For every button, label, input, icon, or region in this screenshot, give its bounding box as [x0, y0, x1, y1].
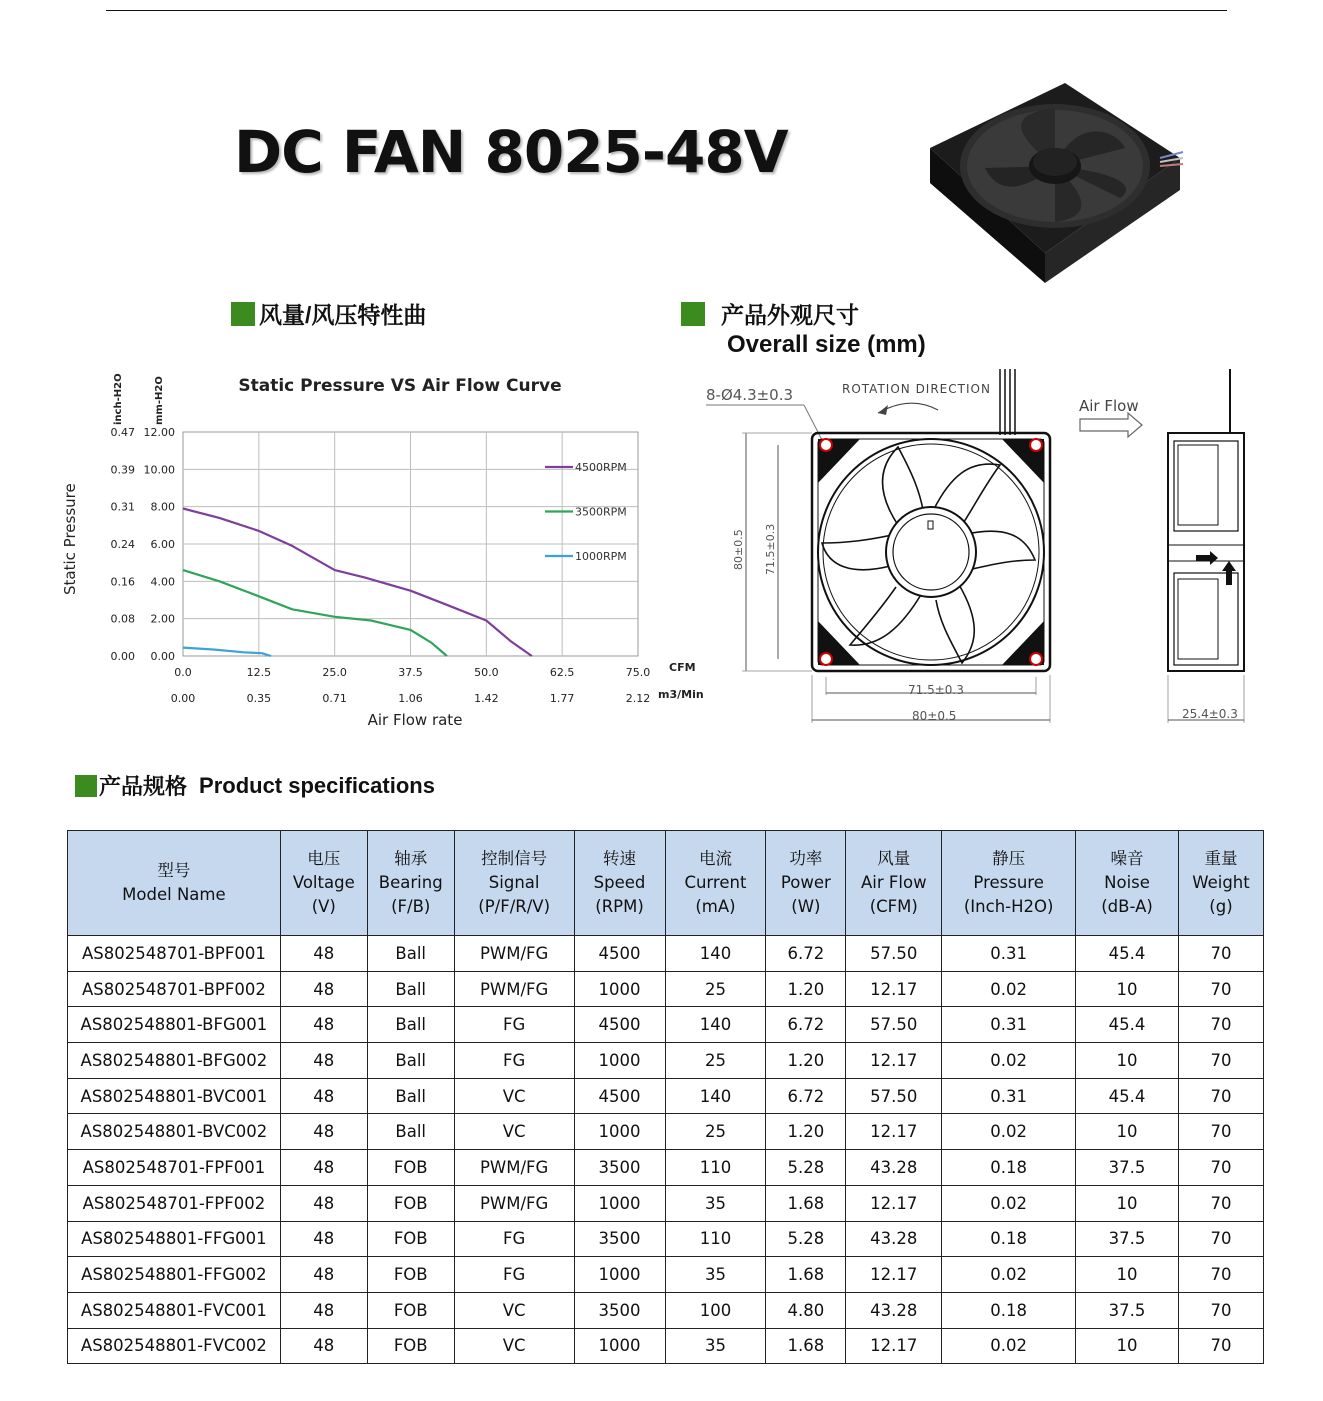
table-cell: 1000 — [574, 971, 665, 1007]
fan-product-image — [925, 78, 1185, 288]
table-cell: 140 — [665, 1078, 766, 1114]
dim-715-horizontal: 71.5±0.3 — [908, 683, 964, 697]
table-row — [68, 1150, 1264, 1186]
table-cell: 10 — [1076, 1328, 1179, 1364]
x-unit-secondary: m3/Min — [658, 688, 704, 701]
table-cell: 1.68 — [766, 1257, 846, 1293]
size-subheading: Overall size (mm) — [727, 331, 926, 358]
header-line: Bearing — [378, 873, 443, 892]
table-row — [68, 1043, 1264, 1079]
header-line: Current — [684, 873, 747, 892]
table-header-cell — [574, 831, 665, 936]
hole-spec-label: 8-Ø4.3±0.3 — [706, 386, 794, 404]
table-cell: FOB — [367, 1221, 454, 1257]
x-tick-label: 12.5 — [246, 666, 272, 679]
table-cell: 1.68 — [766, 1185, 846, 1221]
model-name-cell: AS802548801-BVC001 — [68, 1078, 281, 1114]
table-cell: 12.17 — [846, 1257, 942, 1293]
model-name-cell: AS802548801-FVC002 — [68, 1328, 281, 1364]
table-cell: 12.17 — [846, 1328, 942, 1364]
y-tick-label: 4.00 — [150, 575, 175, 589]
airflow-label: Air Flow — [1079, 397, 1139, 415]
table-cell: 37.5 — [1076, 1221, 1179, 1257]
table-cell: 70 — [1178, 971, 1263, 1007]
header-line: 风量 — [877, 849, 911, 868]
x-unit-primary: CFM — [669, 661, 696, 674]
table-cell: PWM/FG — [454, 971, 574, 1007]
header-line: (RPM) — [595, 897, 644, 916]
table-cell: FOB — [367, 1257, 454, 1293]
y-tick-label-secondary: 0.39 — [110, 463, 135, 477]
table-cell: 48 — [280, 971, 367, 1007]
table-cell: 37.5 — [1076, 1292, 1179, 1328]
table-cell: 12.17 — [846, 1185, 942, 1221]
header-line: (mA) — [695, 897, 736, 916]
table-cell: FG — [454, 1043, 574, 1079]
table-cell: 70 — [1178, 1150, 1263, 1186]
table-row — [68, 1007, 1264, 1043]
table-cell: 110 — [665, 1150, 766, 1186]
table-cell: 43.28 — [846, 1150, 942, 1186]
table-row — [68, 1114, 1264, 1150]
spec-heading-en: Product specifications — [199, 772, 435, 798]
x-tick-label-secondary: 0.35 — [246, 692, 272, 705]
table-cell: 1000 — [574, 1257, 665, 1293]
table-cell: 3500 — [574, 1292, 665, 1328]
green-marker-icon — [75, 775, 97, 797]
x-tick-label: 25.0 — [322, 666, 347, 679]
table-header-cell — [454, 831, 574, 936]
header-line: 型号 — [157, 861, 191, 880]
table-cell: 70 — [1178, 1078, 1263, 1114]
table-cell: 100 — [665, 1292, 766, 1328]
table-cell: VC — [454, 1328, 574, 1364]
y-axis-label: Static Pressure — [61, 483, 79, 595]
table-cell: 70 — [1178, 936, 1263, 972]
table-cell: 0.31 — [942, 1007, 1076, 1043]
table-cell: 35 — [665, 1185, 766, 1221]
y-tick-label-secondary: 0.24 — [110, 538, 135, 551]
table-cell: 0.18 — [942, 1221, 1076, 1257]
dimension-drawing — [700, 365, 1260, 730]
table-cell: 0.18 — [942, 1292, 1076, 1328]
table-cell: 35 — [665, 1328, 766, 1364]
table-cell: 1.20 — [766, 1043, 846, 1079]
header-line: 转速 — [603, 849, 637, 868]
model-name-cell: AS802548801-BVC002 — [68, 1114, 281, 1150]
spec-table — [67, 830, 1264, 1364]
table-cell: 1.20 — [766, 1114, 846, 1150]
table-header-cell — [1178, 831, 1263, 936]
table-cell: 110 — [665, 1221, 766, 1257]
x-tick-label: 37.5 — [398, 666, 423, 679]
table-cell: 1.68 — [766, 1328, 846, 1364]
table-cell: FOB — [367, 1328, 454, 1364]
table-cell: 48 — [280, 1257, 367, 1293]
header-line: (g) — [1209, 897, 1233, 916]
header-line: Speed — [593, 873, 646, 892]
table-cell: 10 — [1076, 1043, 1179, 1079]
header-line: 重量 — [1204, 849, 1238, 868]
table-cell: 48 — [280, 1114, 367, 1150]
table-cell: 1000 — [574, 1185, 665, 1221]
y-tick-label: 0.00 — [150, 650, 175, 663]
table-row — [68, 1257, 1264, 1293]
legend-label: 3500RPM — [575, 505, 627, 519]
header-line: Air Flow — [861, 873, 927, 892]
header-line: (F/B) — [391, 897, 431, 916]
table-cell: 0.02 — [942, 1043, 1076, 1079]
table-cell: 6.72 — [766, 1078, 846, 1114]
header-line: Power — [780, 873, 831, 892]
table-cell: 25 — [665, 1114, 766, 1150]
table-cell: 0.02 — [942, 1328, 1076, 1364]
x-tick-label: 50.0 — [474, 666, 499, 679]
table-cell: VC — [454, 1078, 574, 1114]
table-cell: 57.50 — [846, 936, 942, 972]
model-name-cell: AS802548801-FVC001 — [68, 1292, 281, 1328]
green-marker-icon — [231, 302, 255, 326]
dim-80-horizontal: 80±0.5 — [912, 709, 957, 723]
dim-80-vertical: 80±0.5 — [732, 529, 745, 570]
table-cell: PWM/FG — [454, 936, 574, 972]
table-cell: Ball — [367, 1043, 454, 1079]
table-header-cell — [68, 831, 281, 936]
table-cell: Ball — [367, 971, 454, 1007]
curve-heading-text: 风量/风压特性曲 — [259, 302, 427, 328]
series-line-3500rpm — [183, 570, 447, 656]
table-cell: 0.02 — [942, 971, 1076, 1007]
table-cell: 140 — [665, 936, 766, 972]
header-line: Model Name — [122, 885, 226, 904]
model-name-cell: AS802548801-BFG002 — [68, 1043, 281, 1079]
table-header-cell — [367, 831, 454, 936]
table-cell: 70 — [1178, 1257, 1263, 1293]
table-cell: FG — [454, 1257, 574, 1293]
table-cell: 0.31 — [942, 936, 1076, 972]
header-line: 功率 — [789, 849, 823, 868]
table-cell: 0.31 — [942, 1078, 1076, 1114]
table-cell: FOB — [367, 1150, 454, 1186]
table-cell: 5.28 — [766, 1150, 846, 1186]
table-cell: 6.72 — [766, 1007, 846, 1043]
table-cell: 4500 — [574, 1078, 665, 1114]
table-cell: FOB — [367, 1185, 454, 1221]
table-cell: 48 — [280, 1007, 367, 1043]
y-tick-label: 2.00 — [150, 612, 175, 626]
table-cell: 48 — [280, 936, 367, 972]
y-tick-label: 6.00 — [150, 538, 175, 551]
x-tick-label-secondary: 1.06 — [398, 692, 423, 705]
green-marker-icon — [681, 302, 705, 326]
x-tick-label: 62.5 — [549, 666, 575, 679]
table-cell: 70 — [1178, 1007, 1263, 1043]
table-cell: Ball — [367, 1078, 454, 1114]
table-cell: 45.4 — [1076, 1007, 1179, 1043]
header-line: Noise — [1104, 873, 1150, 892]
y-tick-label-secondary: 0.47 — [110, 426, 135, 439]
table-row — [68, 1221, 1264, 1257]
model-name-cell: AS802548701-FPF002 — [68, 1185, 281, 1221]
table-header-cell — [1076, 831, 1179, 936]
table-cell: 1000 — [574, 1043, 665, 1079]
table-cell: 25 — [665, 971, 766, 1007]
table-cell: 43.28 — [846, 1292, 942, 1328]
table-cell: 70 — [1178, 1292, 1263, 1328]
table-cell: 48 — [280, 1292, 367, 1328]
table-cell: 4500 — [574, 1007, 665, 1043]
table-cell: 48 — [280, 1221, 367, 1257]
table-cell: 10 — [1076, 971, 1179, 1007]
table-cell: 12.17 — [846, 1043, 942, 1079]
table-cell: 0.02 — [942, 1185, 1076, 1221]
table-cell: 5.28 — [766, 1221, 846, 1257]
table-header-row — [68, 831, 1264, 936]
table-header-cell — [665, 831, 766, 936]
table-row — [68, 1328, 1264, 1364]
y-tick-label-secondary: 0.08 — [110, 612, 135, 626]
page-title: DC FAN 8025-48V — [234, 118, 788, 186]
legend-label: 1000RPM — [575, 550, 627, 563]
header-line: Weight — [1192, 873, 1250, 892]
curve-section-heading — [231, 297, 426, 330]
series-line-4500rpm — [183, 509, 532, 657]
x-tick-label-secondary: 0.71 — [322, 692, 347, 705]
model-name-cell: AS802548801-BFG001 — [68, 1007, 281, 1043]
rotation-arrow-icon — [878, 405, 888, 415]
table-cell: 10 — [1076, 1185, 1179, 1221]
header-line: (dB-A) — [1101, 897, 1153, 916]
table-cell: 48 — [280, 1043, 367, 1079]
table-cell: PWM/FG — [454, 1185, 574, 1221]
table-cell: 3500 — [574, 1150, 665, 1186]
table-cell: 10 — [1076, 1114, 1179, 1150]
table-row — [68, 936, 1264, 972]
table-cell: 12.17 — [846, 971, 942, 1007]
y-tick-label-secondary: 0.00 — [110, 650, 135, 663]
fan-front-view — [812, 433, 1050, 671]
table-header-cell — [846, 831, 942, 936]
header-line: 轴承 — [394, 849, 428, 868]
size-section-heading — [681, 297, 859, 330]
table-row — [68, 971, 1264, 1007]
table-cell: VC — [454, 1114, 574, 1150]
table-cell: 1.20 — [766, 971, 846, 1007]
table-cell: 57.50 — [846, 1007, 942, 1043]
table-cell: 45.4 — [1076, 936, 1179, 972]
airflow-arrow-icon — [1080, 413, 1142, 437]
dim-715-vertical: 71.5±0.3 — [764, 523, 777, 575]
header-line: (W) — [791, 897, 821, 916]
y-tick-label: 10.00 — [143, 463, 175, 477]
model-name-cell: AS802548701-FPF001 — [68, 1150, 281, 1186]
table-cell: 1000 — [574, 1328, 665, 1364]
x-tick-label-secondary: 1.77 — [549, 692, 575, 705]
table-cell: 0.02 — [942, 1257, 1076, 1293]
table-cell: 70 — [1178, 1185, 1263, 1221]
table-cell: FG — [454, 1221, 574, 1257]
table-cell: Ball — [367, 936, 454, 972]
spec-section-heading — [75, 770, 435, 801]
x-tick-label-secondary: 1.42 — [474, 692, 499, 705]
table-cell: 70 — [1178, 1328, 1263, 1364]
legend-label: 4500RPM — [575, 461, 627, 474]
table-cell: 4500 — [574, 936, 665, 972]
rotation-direction-label: ROTATION DIRECTION — [842, 382, 991, 396]
model-name-cell: AS802548701-BPF001 — [68, 936, 281, 972]
table-cell: 35 — [665, 1257, 766, 1293]
table-cell: Ball — [367, 1114, 454, 1150]
chart-title: Static Pressure VS Air Flow Curve — [238, 376, 562, 396]
x-tick-label-secondary: 2.12 — [625, 692, 651, 705]
table-cell: 12.17 — [846, 1114, 942, 1150]
table-cell: 140 — [665, 1007, 766, 1043]
table-cell: 48 — [280, 1185, 367, 1221]
top-rule — [106, 10, 1227, 11]
table-cell: VC — [454, 1292, 574, 1328]
table-cell: 70 — [1178, 1114, 1263, 1150]
y-tick-label-secondary: 0.31 — [110, 500, 135, 514]
table-cell: 57.50 — [846, 1078, 942, 1114]
header-line: (Inch-H2O) — [963, 897, 1054, 916]
header-line: (CFM) — [869, 897, 918, 916]
table-row — [68, 1185, 1264, 1221]
table-header-cell — [766, 831, 846, 936]
table-cell: 6.72 — [766, 936, 846, 972]
model-name-cell: AS802548801-FFG001 — [68, 1221, 281, 1257]
header-line: 噪音 — [1110, 849, 1144, 868]
side-airflow-arrow-icon — [1196, 551, 1218, 565]
x-tick-label: 75.0 — [625, 666, 651, 679]
table-cell: 3500 — [574, 1221, 665, 1257]
y-tick-label-secondary: 0.16 — [110, 575, 135, 589]
table-cell: 1000 — [574, 1114, 665, 1150]
table-cell: 25 — [665, 1043, 766, 1079]
table-cell: 0.18 — [942, 1150, 1076, 1186]
header-line: (V) — [311, 897, 336, 916]
size-heading-text: 产品外观尺寸 — [721, 302, 859, 328]
table-cell: 48 — [280, 1078, 367, 1114]
header-line: 控制信号 — [481, 849, 548, 868]
table-cell: 45.4 — [1076, 1078, 1179, 1114]
header-line: 电流 — [698, 849, 732, 868]
header-line: (P/F/R/V) — [478, 897, 551, 916]
table-cell: PWM/FG — [454, 1150, 574, 1186]
model-name-cell: AS802548701-BPF002 — [68, 971, 281, 1007]
y-tick-label: 8.00 — [150, 500, 175, 514]
table-cell: 48 — [280, 1150, 367, 1186]
fan-side-view — [1168, 369, 1244, 671]
pressure-flow-chart — [55, 365, 715, 735]
series-line-1000rpm — [183, 648, 271, 656]
table-cell: 70 — [1178, 1221, 1263, 1257]
model-name-cell: AS802548801-FFG002 — [68, 1257, 281, 1293]
table-cell: 0.02 — [942, 1114, 1076, 1150]
x-tick-label-secondary: 0.00 — [170, 692, 196, 705]
table-cell: FG — [454, 1007, 574, 1043]
table-header-cell — [942, 831, 1076, 936]
table-cell: 4.80 — [766, 1292, 846, 1328]
table-cell: 10 — [1076, 1257, 1179, 1293]
table-cell: 37.5 — [1076, 1150, 1179, 1186]
header-line: Signal — [488, 873, 540, 892]
table-cell: 70 — [1178, 1043, 1263, 1079]
header-line: 静压 — [992, 849, 1026, 868]
y-tick-label: 12.00 — [143, 426, 175, 439]
x-tick-label: 0.0 — [174, 666, 192, 679]
header-line: Pressure — [973, 873, 1044, 892]
table-row — [68, 1292, 1264, 1328]
header-line: Voltage — [292, 873, 355, 892]
header-line: 电压 — [307, 849, 341, 868]
y-unit-primary: mm-H2O — [154, 376, 165, 425]
table-cell: Ball — [367, 1007, 454, 1043]
table-cell: FOB — [367, 1292, 454, 1328]
x-axis-label: Air Flow rate — [367, 711, 463, 729]
dim-254: 25.4±0.3 — [1182, 707, 1238, 721]
table-row — [68, 1078, 1264, 1114]
y-unit-secondary: inch-H2O — [113, 373, 124, 425]
table-cell: 43.28 — [846, 1221, 942, 1257]
table-cell: 48 — [280, 1328, 367, 1364]
table-header-cell — [280, 831, 367, 936]
spec-heading-cn: 产品规格 — [99, 774, 188, 799]
